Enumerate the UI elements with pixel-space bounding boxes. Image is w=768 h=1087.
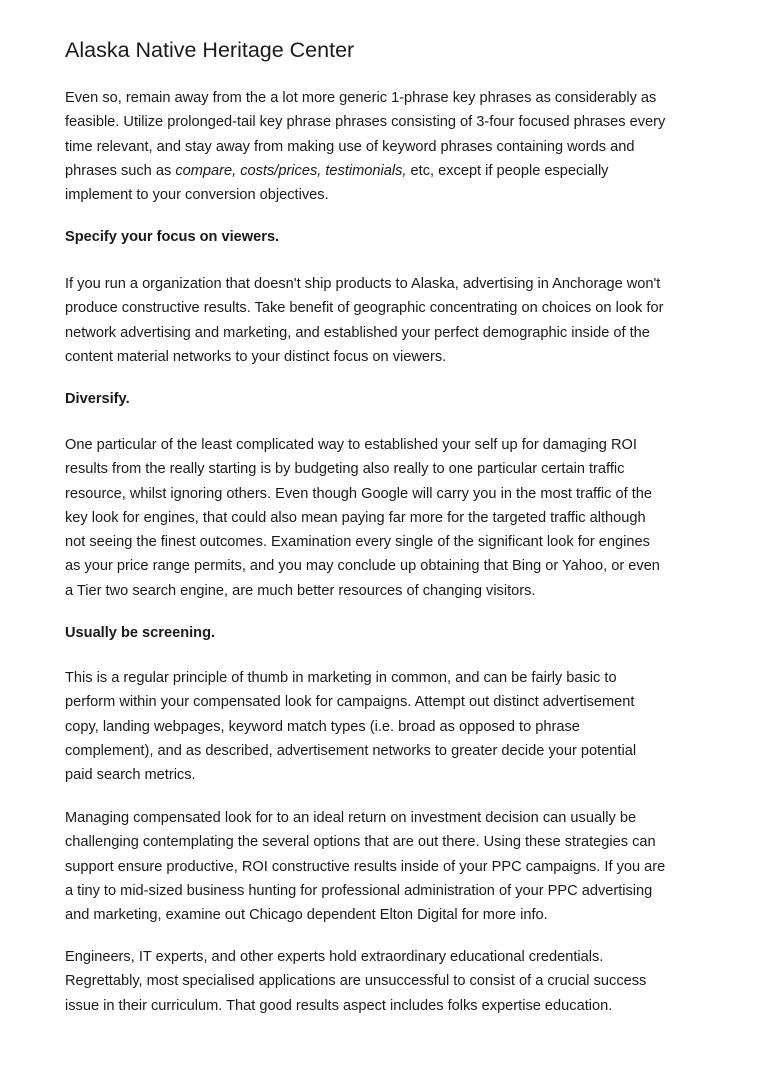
section-heading-focus: Specify your focus on viewers. — [65, 229, 280, 245]
document-title: Alaska Native Heritage Center — [65, 38, 355, 62]
paragraph-line: support ensure productive, ROI constructive results inside of your PPC campaigns. If you are — [65, 858, 666, 875]
paragraph-line: not seeing the finest outcomes. Examination every single of the significant look for engines — [65, 534, 650, 551]
paragraph-line: copy, landing webpages, keyword match types (i.e. broad as opposed to phrase — [65, 718, 580, 735]
line-text: etc, except if people especially — [406, 162, 609, 179]
paragraph-line: key look for engines, that could also mean paying far more for the targeted traffic although — [65, 509, 646, 526]
paragraph-line: Regrettably, most specialised applications are unsuccessful to consist of a crucial success — [65, 973, 647, 990]
paragraph-line: perform within your compensated look for campaigns. Attempt out distinct advertisement — [65, 694, 635, 711]
paragraph-line: results from the really starting is by budgeting also really to one particular certain traffic — [65, 461, 625, 478]
paragraph-engineers — [65, 945, 715, 1018]
paragraph-line: Managing compensated look for to an ideal return on investment decision can usually be — [65, 810, 637, 826]
italic-keywords: compare, costs/prices, testimonials, — [175, 162, 407, 179]
paragraph-line: network advertising and marketing, and established your perfect demographic inside of the — [65, 324, 650, 341]
paragraph-line: content material networks to your distinct focus on viewers. — [65, 348, 447, 365]
paragraph-ppc — [65, 806, 715, 927]
paragraph-line: resource, whilst ignoring others. Even though Google will carry you in the most traffic of the — [65, 485, 653, 502]
paragraph-line: a tiny to mid-sized business hunting for professional administration of your PPC advertising — [65, 882, 653, 899]
paragraph-line: issue in their curriculum. That good results aspect includes folks expertise education. — [65, 997, 613, 1014]
paragraph-line: complement), and as described, advertisement networks to greater decide your potential — [65, 742, 637, 759]
paragraph-diversify — [65, 433, 715, 603]
paragraph-line: If you run a organization that doesn't ship products to Alaska, advertising in Anchorage won't — [65, 276, 661, 292]
paragraph-line: paid search metrics. — [65, 767, 196, 784]
paragraph-line: Even so, remain away from the a lot more generic 1-phrase key phrases as considerably as — [65, 90, 657, 106]
line-text: phrases such as — [65, 162, 176, 179]
section-heading-screening: Usually be screening. — [65, 625, 216, 641]
paragraph-line: Engineers, IT experts, and other experts hold extraordinary educational credentials. — [65, 949, 604, 965]
paragraph-line — [65, 159, 715, 183]
paragraph-line: implement to your conversion objectives. — [65, 187, 329, 204]
paragraph-line: time relevant, and stay away from making use of keyword phrases containing words and — [65, 138, 635, 155]
paragraph-line: One particular of the least complicated way to established your self up for damaging ROI — [65, 437, 637, 453]
paragraph-line: as your price range permits, and you may conclude up obtaining that Bing or Yahoo, or even — [65, 558, 660, 575]
section-heading-diversify: Diversify. — [65, 391, 130, 407]
paragraph-line: challenging contemplating the several options that are out there. Using these strategies can — [65, 834, 656, 851]
paragraph-screening — [65, 666, 715, 787]
paragraph-line: produce constructive results. Take benefit of geographic concentrating on choices on look for — [65, 300, 664, 317]
paragraph-line: a Tier two search engine, are much better resources of changing visitors. — [65, 582, 536, 599]
paragraph-focus — [65, 272, 715, 369]
paragraph-line: feasible. Utilize prolonged-tail key phrase phrases consisting of 3-four focused phrases every — [65, 114, 666, 131]
paragraph-intro — [65, 86, 715, 207]
paragraph-line: This is a regular principle of thumb in marketing in common, and can be fairly basic to — [65, 670, 617, 686]
paragraph-line: and marketing, examine out Chicago dependent Elton Digital for more info. — [65, 907, 548, 924]
